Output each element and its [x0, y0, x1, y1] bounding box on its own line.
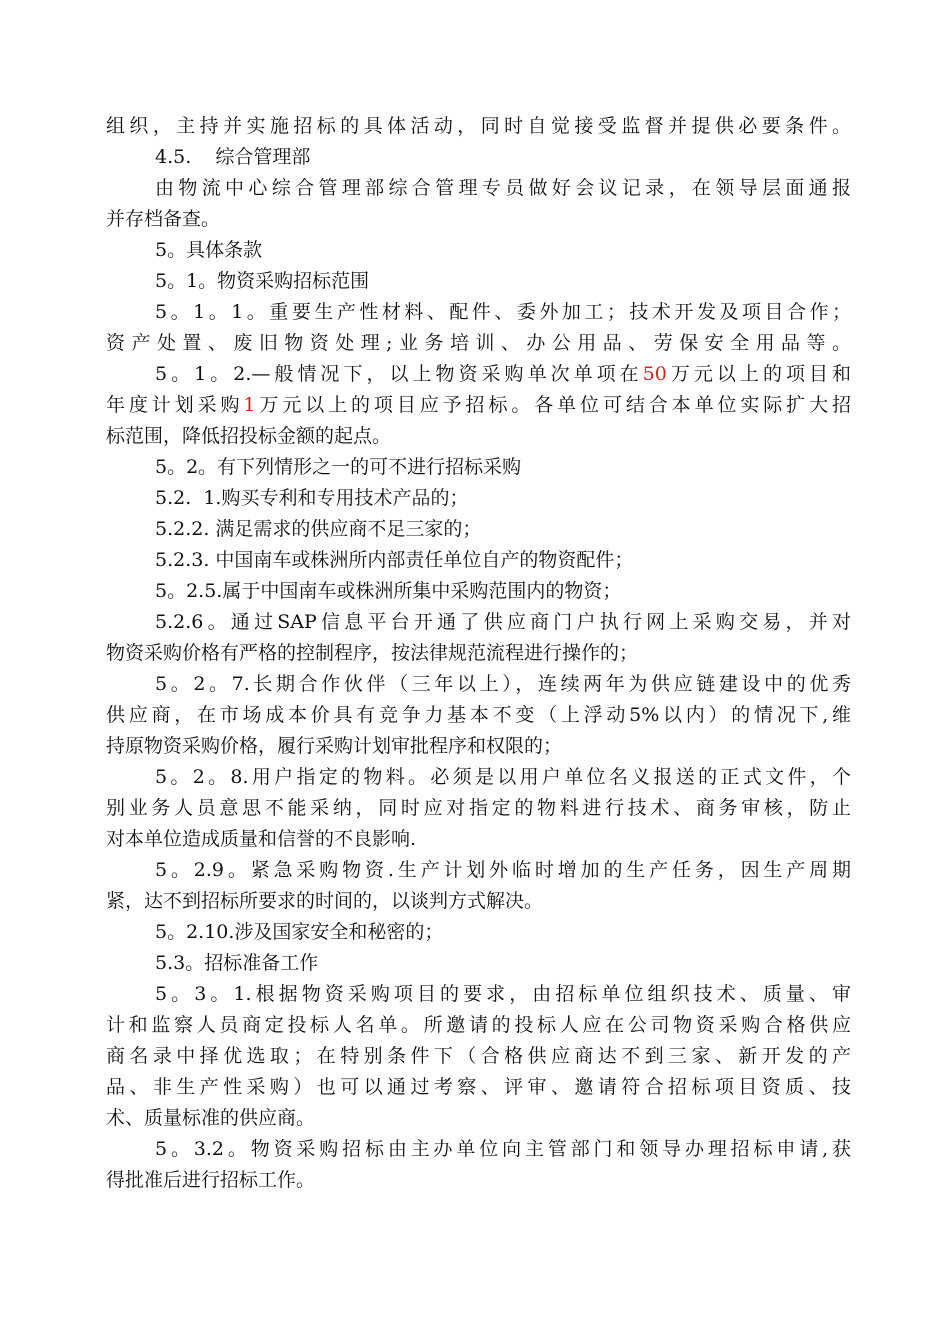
- text-line: 5。2.9。紧急采购物资.生产计划外临时增加的生产任务，因生产周期: [155, 859, 851, 881]
- text-line: 5.2.2. 满足需求的供应商不足三家的；: [155, 518, 482, 540]
- text-line: 5.2.6。通过SAP信息平台开通了供应商门户执行网上采购交易，并对: [155, 611, 851, 633]
- highlight-number: 50: [642, 363, 667, 385]
- section-heading: 5.3。招标准备工作: [155, 952, 319, 974]
- text-line: 计和监察人员商定投标人名单。所邀请的投标人应在公司物资采购合格供应: [106, 1014, 851, 1036]
- text-line: 持原物资采购价格，履行采购计划审批程序和权限的；: [106, 735, 563, 757]
- text-line: 5。3。1.根据物资采购项目的要求，由招标单位组织技术、质量、审: [155, 983, 851, 1005]
- text-line: [106, 390, 851, 421]
- text-line: 得批准后进行招标工作。: [106, 1169, 316, 1191]
- highlight-number: 1: [243, 394, 256, 416]
- text-segment: 万元以上的项目应予招标。各单位可结合本单位实际扩大招: [255, 394, 851, 416]
- text-line: 供应商，在市场成本价具有竞争力基本不变（上浮动5%以内）的情况下,维: [106, 704, 851, 726]
- text-line: 紧，达不到招标所要求的时间的，以谈判方式解决。: [106, 890, 544, 912]
- text-line: 由物流中心综合管理部综合管理专员做好会议记录，在领导层面通报: [155, 177, 851, 199]
- text-line: 物资采购价格有严格的控制程序，按法律规范流程进行操作的；: [106, 642, 639, 664]
- text-segment: 5。1。2.—般情况下，以上物资采购单次单项在: [155, 363, 643, 385]
- text-line: 术、质量标准的供应商。: [106, 1107, 316, 1129]
- text-segment: 万元以上的项目和: [666, 363, 851, 385]
- text-line: 5.2.3. 中国南车或株洲所内部责任单位自产的物资配件；: [155, 549, 634, 571]
- text-line: 5。1。1。重要生产性材料、配件、委外加工；技术开发及项目合作；: [155, 301, 851, 323]
- text-line: 5.2. 1.购买专利和专用技术产品的；: [155, 487, 469, 509]
- text-line: 品、非生产性采购）也可以通过考察、评审、邀请符合招标项目资质、技: [106, 1076, 851, 1098]
- text-line: 5。2.5.属于中国南车或株洲所集中采购范围内的物资；: [155, 580, 622, 602]
- text-line: 组织，主持并实施招标的具体活动，同时自觉接受监督并提供必要条件。: [106, 115, 851, 137]
- document-body: [106, 111, 851, 1196]
- text-line: 5。2。8.用户指定的物料。必须是以用户单位名义报送的正式文件，个: [155, 766, 851, 788]
- text-line: 5。2。7.长期合作伙伴（三年以上），连续两年为供应链建设中的优秀: [155, 673, 851, 695]
- section-heading: 4.5. 综合管理部: [155, 146, 311, 168]
- section-heading: 5。具体条款: [155, 239, 263, 261]
- text-line: 商名录中择优选取；在特别条件下（合格供应商达不到三家、新开发的产: [106, 1045, 851, 1067]
- text-line: 5。2.10.涉及国家安全和秘密的；: [155, 921, 444, 943]
- text-line: 并存档备查。: [106, 208, 221, 230]
- text-line: [106, 359, 851, 390]
- section-heading: 5。2。有下列情形之一的可不进行招标采购: [155, 456, 522, 478]
- section-heading: 5。1。物资采购招标范围: [155, 270, 370, 292]
- text-line: 对本单位造成质量和信誉的不良影响.: [106, 828, 417, 850]
- text-line: 5。3.2。物资采购招标由主办单位向主管部门和领导办理招标申请,获: [155, 1138, 851, 1160]
- text-line: 标范围，降低招投标金额的起点。: [106, 425, 392, 447]
- text-line: 别业务人员意思不能采纳，同时应对指定的物料进行技术、商务审核，防止: [106, 797, 851, 819]
- text-segment: 年度计划采购: [106, 394, 244, 416]
- text-line: 资产处置、废旧物资处理;业务培训、办公用品、劳保安全用品等。: [106, 332, 851, 354]
